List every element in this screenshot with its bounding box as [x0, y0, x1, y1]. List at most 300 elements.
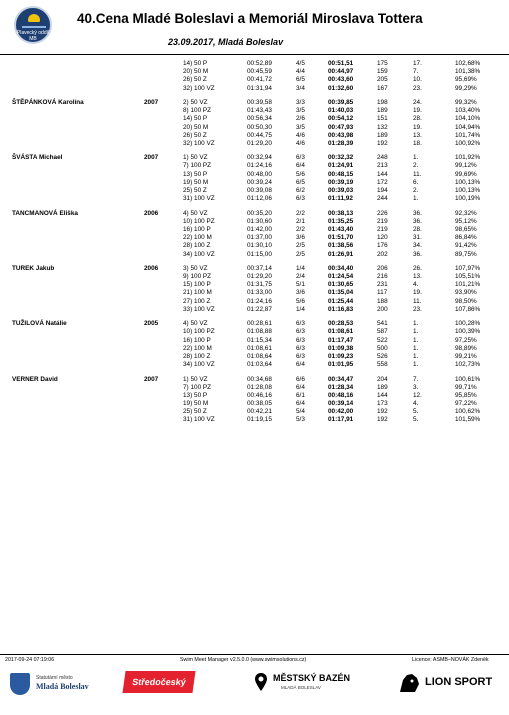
sponsor-pool-logo	[255, 670, 365, 698]
heat-lane: 3/3	[296, 98, 305, 106]
result-row	[0, 306, 509, 314]
event: 34) 100 VZ	[183, 361, 215, 369]
percent: 100,13%	[455, 178, 481, 186]
place: 7.	[413, 68, 419, 76]
seed-time: 00:34,68	[247, 375, 272, 383]
heat-lane: 6/2	[296, 187, 305, 194]
heat-lane: 4/6	[296, 131, 305, 139]
seed-time: 01:08,64	[247, 352, 272, 360]
result-time: 01:51,70	[328, 234, 354, 242]
seed-time: 01:19,15	[247, 416, 272, 424]
points: 204	[377, 375, 388, 383]
result-time: 00:38,13	[328, 209, 354, 217]
seed-time: 01:28,08	[247, 383, 272, 391]
swimmer-icon	[28, 14, 40, 22]
result-time: 01:35,04	[328, 289, 354, 297]
event: 26) 50 Z	[183, 76, 207, 84]
percent: 99,69%	[455, 170, 477, 178]
percent: 102,68%	[455, 60, 481, 67]
points: 192	[377, 139, 388, 147]
heat-lane: 6/3	[296, 154, 305, 162]
points: 189	[377, 383, 388, 391]
result-time: 00:39,14	[328, 400, 354, 408]
event: 28) 100 Z	[183, 242, 211, 250]
result-row	[0, 99, 509, 107]
result-row	[0, 171, 509, 179]
page-subtitle: 23.09.2017, Mladá Boleslav	[168, 37, 284, 47]
event: 16) 100 P	[183, 225, 211, 233]
percent: 86,84%	[455, 234, 477, 242]
heat-lane: 1/4	[296, 305, 305, 313]
heat-lane: 4/6	[296, 139, 305, 147]
result-row	[0, 251, 509, 259]
points: 219	[377, 217, 388, 225]
percent: 99,29%	[455, 84, 477, 92]
header-divider	[0, 54, 509, 55]
seed-time: 01:31,75	[247, 281, 272, 289]
event: 4) 50 VZ	[183, 320, 208, 328]
event: 9) 100 PZ	[183, 273, 212, 281]
athlete-name: ŠTĚPÁNKOVÁ Karolína	[12, 98, 84, 106]
place: 1.	[413, 352, 419, 360]
licence-text: Licence: ASMB–NOVÁK Zdeněk	[412, 657, 489, 663]
athlete-name: ŠVÁSTA Michael	[12, 154, 63, 162]
place: 34.	[413, 242, 422, 250]
place: 23.	[413, 305, 422, 313]
place: 1.	[413, 320, 419, 328]
result-row	[0, 353, 509, 361]
result-row	[0, 376, 509, 384]
points: 189	[377, 107, 388, 115]
points: 200	[377, 305, 388, 313]
result-row	[0, 328, 509, 336]
percent: 100,61%	[455, 375, 481, 383]
points: 587	[377, 328, 388, 336]
points: 244	[377, 195, 388, 203]
percent: 89,75%	[455, 250, 477, 258]
result-time: 00:39,85	[328, 98, 354, 106]
event: 2) 50 VZ	[183, 98, 208, 106]
percent: 97,22%	[455, 400, 477, 408]
result-time: 00:43,98	[328, 131, 354, 139]
points: 172	[377, 178, 388, 186]
place: 28.	[413, 115, 422, 123]
result-time: 00:28,53	[328, 320, 354, 328]
percent: 92,32%	[455, 209, 477, 217]
result-time: 00:51,51	[328, 60, 354, 67]
points: 151	[377, 115, 388, 123]
heat-lane: 2/1	[296, 217, 305, 225]
event: 26) 50 Z	[183, 131, 207, 139]
birth-year: 2005	[144, 320, 159, 328]
seed-time: 01:42,00	[247, 225, 272, 233]
percent: 100,13%	[455, 187, 481, 194]
result-row	[0, 76, 509, 84]
seed-time: 00:41,72	[247, 76, 272, 84]
result-time: 01:28,39	[328, 139, 354, 147]
result-time: 01:09,38	[328, 344, 354, 352]
points: 202	[377, 250, 388, 258]
event: 1) 50 VZ	[183, 375, 208, 383]
heat-lane: 1/4	[296, 264, 305, 272]
event: 1) 50 VZ	[183, 154, 208, 162]
seed-time: 00:50,30	[247, 123, 272, 131]
heat-lane: 6/4	[296, 383, 305, 391]
heat-lane: 5/3	[296, 416, 305, 424]
result-time: 00:48,16	[328, 391, 354, 399]
birth-year: 2006	[144, 209, 159, 217]
percent: 95,85%	[455, 391, 477, 399]
seed-time: 00:56,34	[247, 115, 272, 123]
place: 1.	[413, 344, 419, 352]
event: 33) 100 VZ	[183, 305, 215, 313]
percent: 101,59%	[455, 416, 481, 424]
result-time: 00:42,00	[328, 408, 354, 416]
result-row	[0, 124, 509, 132]
event: 4) 50 VZ	[183, 209, 208, 217]
seed-time: 01:08,88	[247, 328, 272, 336]
pool-pin-icon	[255, 673, 267, 691]
percent: 102,73%	[455, 361, 481, 369]
wave-icon	[22, 26, 46, 28]
result-row	[0, 210, 509, 218]
seed-time: 00:39,08	[247, 187, 272, 194]
pool-sub-label: MLADÁ BOLESLAV	[281, 685, 321, 690]
event: 15) 100 P	[183, 281, 211, 289]
event: 27) 100 Z	[183, 297, 211, 305]
heat-lane: 5/1	[296, 281, 305, 289]
result-row	[0, 234, 509, 242]
event: 31) 100 VZ	[183, 416, 215, 424]
seed-time: 01:24,16	[247, 162, 272, 170]
result-time: 00:48,15	[328, 170, 354, 178]
result-time: 00:32,32	[328, 154, 354, 162]
points: 117	[377, 289, 388, 297]
heat-lane: 3/5	[296, 123, 305, 131]
percent: 100,92%	[455, 139, 481, 147]
percent: 107,97%	[455, 264, 481, 272]
result-time: 01:01,95	[328, 361, 354, 369]
heat-lane: 6/3	[296, 352, 305, 360]
percent: 95,69%	[455, 76, 477, 84]
result-row	[0, 140, 509, 148]
pool-label: MĚSTSKÝ BAZÉN	[273, 673, 351, 683]
place: 18.	[413, 139, 422, 147]
result-time: 01:08,61	[328, 328, 354, 336]
results-list	[0, 60, 509, 425]
result-row	[0, 392, 509, 400]
event: 28) 100 Z	[183, 352, 211, 360]
place: 23.	[413, 84, 422, 92]
seed-time: 01:43,43	[247, 107, 272, 115]
result-time: 01:40,03	[328, 107, 354, 115]
points: 159	[377, 68, 388, 76]
seed-time: 00:42,21	[247, 408, 272, 416]
percent: 99,71%	[455, 383, 477, 391]
heat-lane: 5/4	[296, 408, 305, 416]
seed-time: 00:32,94	[247, 154, 272, 162]
result-time: 01:16,83	[328, 305, 354, 313]
seed-time: 00:37,14	[247, 264, 272, 272]
percent: 99,21%	[455, 352, 477, 360]
event: 16) 100 P	[183, 336, 211, 344]
result-row	[0, 337, 509, 345]
result-time: 00:54,12	[328, 115, 354, 123]
points: 198	[377, 98, 388, 106]
points: 173	[377, 400, 388, 408]
result-time: 01:25,44	[328, 297, 354, 305]
place: 1.	[413, 328, 419, 336]
seed-time: 01:33,00	[247, 289, 272, 297]
heat-lane: 2/5	[296, 242, 305, 250]
seed-time: 01:24,16	[247, 297, 272, 305]
result-row	[0, 281, 509, 289]
points: 248	[377, 154, 388, 162]
place: 13.	[413, 273, 422, 281]
points: 194	[377, 187, 388, 194]
points: 231	[377, 281, 388, 289]
place: 1.	[413, 361, 419, 369]
points: 189	[377, 131, 388, 139]
heat-lane: 6/4	[296, 162, 305, 170]
birth-year: 2006	[144, 264, 159, 272]
place: 2.	[413, 187, 419, 194]
heat-lane: 6/3	[296, 336, 305, 344]
event: 22) 100 M	[183, 344, 212, 352]
points: 175	[377, 60, 388, 67]
place: 1.	[413, 336, 419, 344]
percent: 91,42%	[455, 242, 477, 250]
seed-time: 01:08,61	[247, 344, 272, 352]
event: 25) 50 Z	[183, 187, 207, 194]
seed-time: 01:15,34	[247, 336, 272, 344]
club-logo	[14, 6, 52, 44]
birth-year: 2007	[144, 98, 159, 106]
seed-time: 00:28,61	[247, 320, 272, 328]
heat-lane: 6/1	[296, 391, 305, 399]
result-row	[0, 60, 509, 68]
result-row	[0, 85, 509, 93]
points: 167	[377, 84, 388, 92]
athlete-name: TUŽILOVÁ Natálie	[12, 320, 67, 328]
result-time: 01:43,40	[328, 225, 354, 233]
place: 13.	[413, 131, 422, 139]
birth-year: 2007	[144, 375, 159, 383]
heat-lane: 3/6	[296, 289, 305, 297]
percent: 103,40%	[455, 107, 481, 115]
points: 526	[377, 352, 388, 360]
athlete-name: VERNER David	[12, 375, 58, 383]
percent: 101,74%	[455, 131, 481, 139]
result-row	[0, 416, 509, 424]
percent: 97,25%	[455, 336, 477, 344]
lion-head-icon	[397, 672, 421, 694]
percent: 98,50%	[455, 297, 477, 305]
place: 36.	[413, 209, 422, 217]
result-time: 01:24,54	[328, 273, 354, 281]
points: 132	[377, 123, 388, 131]
place: 28.	[413, 225, 422, 233]
place: 5.	[413, 408, 419, 416]
result-time: 00:39,03	[328, 187, 354, 194]
result-row	[0, 132, 509, 140]
result-row	[0, 107, 509, 115]
percent: 98,65%	[455, 225, 477, 233]
athlete-name: TANCMANOVÁ Eliška	[12, 209, 78, 217]
heat-lane: 4/5	[296, 60, 305, 67]
event: 20) 50 M	[183, 123, 209, 131]
place: 19.	[413, 123, 422, 131]
seed-time: 00:48,00	[247, 170, 272, 178]
percent: 101,21%	[455, 281, 481, 289]
points: 522	[377, 336, 388, 344]
seed-time: 01:29,20	[247, 273, 272, 281]
points: 541	[377, 320, 388, 328]
seed-time: 00:39,24	[247, 178, 272, 186]
heat-lane: 3/6	[296, 234, 305, 242]
result-time: 01:17,91	[328, 416, 354, 424]
seed-time: 01:03,64	[247, 361, 272, 369]
result-time: 01:11,92	[328, 195, 353, 203]
points: 144	[377, 391, 388, 399]
heat-lane: 2/2	[296, 225, 305, 233]
place: 11.	[413, 297, 422, 305]
heat-lane: 2/5	[296, 250, 305, 258]
result-row	[0, 162, 509, 170]
result-row	[0, 361, 509, 369]
result-row	[0, 400, 509, 408]
seed-time: 00:46,16	[247, 391, 272, 399]
place: 10.	[413, 76, 422, 84]
event: 7) 100 PZ	[183, 162, 212, 170]
heat-lane: 6/3	[296, 195, 305, 203]
percent: 105,51%	[455, 273, 481, 281]
result-row	[0, 273, 509, 281]
result-time: 00:47,93	[328, 123, 354, 131]
result-row	[0, 320, 509, 328]
event: 22) 100 M	[183, 234, 212, 242]
seed-time: 00:38,05	[247, 400, 272, 408]
result-row	[0, 187, 509, 195]
result-row	[0, 154, 509, 162]
result-row	[0, 345, 509, 353]
heat-lane: 2/6	[296, 115, 305, 123]
seed-time: 01:15,00	[247, 250, 272, 258]
sponsor-city-logo	[8, 669, 92, 699]
place: 36.	[413, 250, 422, 258]
heat-lane: 6/3	[296, 320, 305, 328]
points: 558	[377, 361, 388, 369]
result-time: 01:32,60	[328, 84, 354, 92]
points: 192	[377, 408, 388, 416]
heat-lane: 6/5	[296, 76, 305, 84]
result-time: 00:43,60	[328, 76, 354, 84]
result-row	[0, 265, 509, 273]
percent: 100,19%	[455, 195, 481, 203]
seed-time: 01:22,87	[247, 305, 272, 313]
event: 14) 50 P	[183, 115, 208, 123]
result-time: 00:44,97	[328, 68, 354, 76]
place: 17.	[413, 60, 422, 67]
points: 213	[377, 162, 388, 170]
event: 21) 100 M	[183, 289, 212, 297]
event: 20) 50 M	[183, 68, 209, 76]
percent: 104,10%	[455, 115, 481, 123]
sponsor-lion-logo	[397, 672, 497, 696]
result-row	[0, 242, 509, 250]
percent: 100,62%	[455, 408, 481, 416]
heat-lane: 6/6	[296, 375, 305, 383]
place: 36.	[413, 217, 422, 225]
heat-lane: 3/4	[296, 84, 305, 92]
event: 14) 50 P	[183, 60, 208, 67]
place: 19.	[413, 107, 422, 115]
software-credit: Swim Meet Manager v2.5.0.0 (www.swimsolutions.cz)	[180, 657, 307, 663]
event: 13) 50 P	[183, 391, 208, 399]
result-time: 01:09,23	[328, 352, 354, 360]
heat-lane: 3/5	[296, 107, 305, 115]
place: 31.	[413, 234, 422, 242]
place: 12.	[413, 391, 422, 399]
place: 3.	[413, 383, 419, 391]
city-label: Mladá Boleslav	[36, 682, 89, 691]
points: 206	[377, 264, 388, 272]
result-time: 01:28,34	[328, 383, 354, 391]
heat-lane: 2/4	[296, 273, 305, 281]
event: 32) 100 VZ	[183, 84, 215, 92]
percent: 101,38%	[455, 68, 481, 76]
points: 205	[377, 76, 388, 84]
points: 120	[377, 234, 388, 242]
event: 25) 50 Z	[183, 408, 207, 416]
seed-time: 00:39,58	[247, 98, 272, 106]
result-time: 01:17,47	[328, 336, 354, 344]
percent: 100,28%	[455, 320, 481, 328]
heat-lane: 5/6	[296, 297, 305, 305]
event: 3) 50 VZ	[183, 264, 208, 272]
heat-lane: 2/2	[296, 209, 305, 217]
print-timestamp: 2017-09-24 07:19:06	[5, 657, 55, 663]
result-time: 01:38,56	[328, 242, 354, 250]
event: 19) 50 M	[183, 178, 209, 186]
seed-time: 01:12,06	[247, 195, 272, 203]
city-small-label: Statutární město	[36, 675, 73, 681]
place: 5.	[413, 416, 419, 424]
result-time: 01:35,25	[328, 217, 354, 225]
percent: 93,90%	[455, 289, 477, 297]
percent: 98,89%	[455, 344, 477, 352]
seed-time: 01:37,00	[247, 234, 272, 242]
result-row	[0, 68, 509, 76]
points: 188	[377, 297, 388, 305]
sponsor-region-logo: Středočeský kraj	[122, 671, 195, 693]
seed-time: 01:29,20	[247, 139, 272, 147]
seed-time: 00:52,89	[247, 60, 272, 67]
lion-label: LION SPORT	[425, 676, 493, 688]
place: 4.	[413, 400, 419, 408]
points: 219	[377, 225, 388, 233]
place: 2.	[413, 162, 419, 170]
heat-lane: 6/4	[296, 400, 305, 408]
result-row	[0, 115, 509, 123]
result-row	[0, 289, 509, 297]
event: 34) 100 VZ	[183, 250, 215, 258]
event: 7) 100 PZ	[183, 383, 212, 391]
place: 7.	[413, 375, 419, 383]
city-crest-icon	[10, 673, 30, 695]
place: 26.	[413, 264, 422, 272]
athlete-name: TUREK Jakub	[12, 264, 55, 272]
